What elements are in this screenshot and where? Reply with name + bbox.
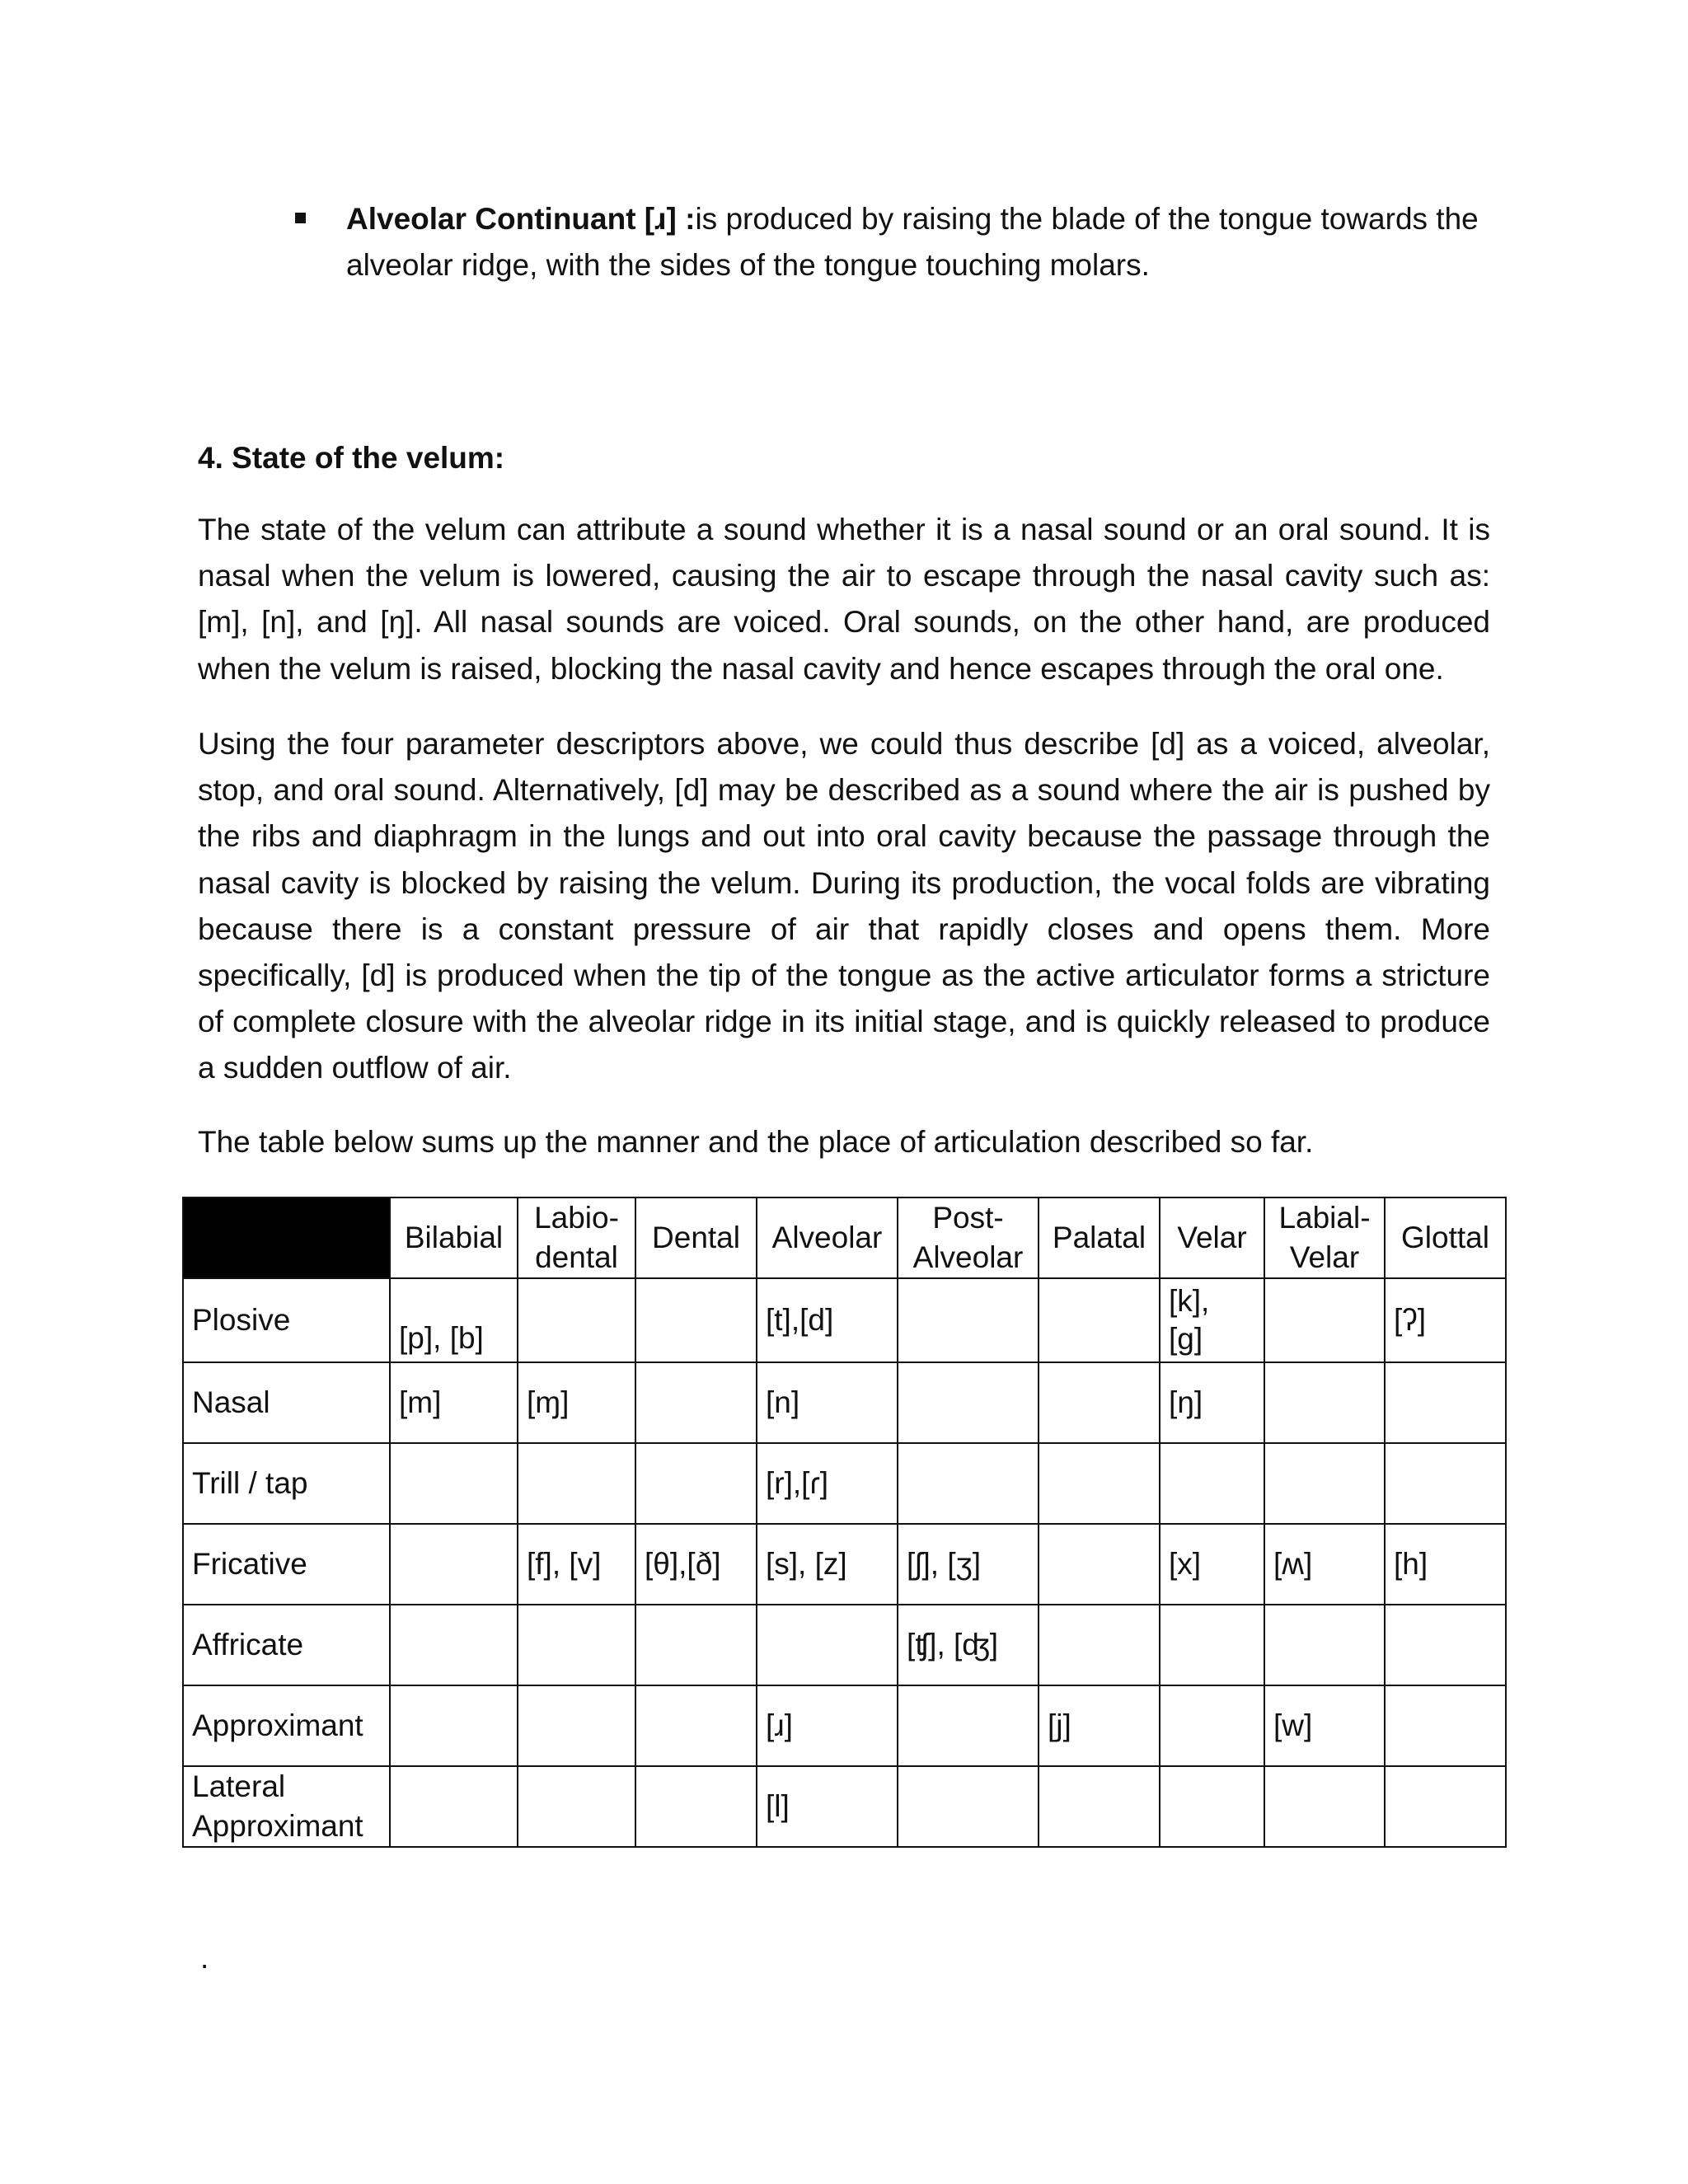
table-cell: [635, 1443, 757, 1524]
table-cell: [518, 1605, 635, 1685]
table-cell: [ʔ]: [1385, 1278, 1506, 1362]
table-cell: [635, 1685, 757, 1766]
table-row: [183, 1524, 1506, 1605]
header-dental: Dental: [635, 1197, 757, 1278]
table-cell: [r],[ɾ]: [757, 1443, 898, 1524]
row-label-trill-tap: Trill / tap: [183, 1443, 390, 1524]
table-cell: [898, 1685, 1039, 1766]
table-cell: [1039, 1278, 1160, 1362]
table-cell: [898, 1766, 1039, 1847]
header-palatal: Palatal: [1039, 1197, 1160, 1278]
header-labialvelar: Labial-Velar: [1264, 1197, 1385, 1278]
table-cell: [p], [b]: [390, 1278, 518, 1362]
header-postalveolar: Post-Alveolar: [898, 1197, 1039, 1278]
table-cell: [1385, 1605, 1506, 1685]
table-corner-cell: [183, 1197, 390, 1278]
row-label-nasal: Nasal: [183, 1362, 390, 1443]
table-cell: [390, 1605, 518, 1685]
table-cell: [1264, 1362, 1385, 1443]
table-cell: [898, 1362, 1039, 1443]
table-row: [183, 1362, 1506, 1443]
table-cell: [ŋ]: [1160, 1362, 1264, 1443]
table-cell: [j]: [1039, 1685, 1160, 1766]
bullet-description: is produced by raising the blade of the tongue towards the alveolar ridge, with the sides of the tongue touching molars.: [346, 202, 1479, 282]
bullet-term: Alveolar Continuant [ɹ] :: [346, 202, 696, 236]
table-cell: [898, 1443, 1039, 1524]
table-cell: [1385, 1362, 1506, 1443]
table-cell: [s], [z]: [757, 1524, 898, 1605]
table-row: [183, 1605, 1506, 1685]
table-cell: [1264, 1443, 1385, 1524]
table-cell: [518, 1278, 635, 1362]
row-label-lateral-approximant: Lateral Approximant: [183, 1766, 390, 1847]
row-label-fricative: Fricative: [183, 1524, 390, 1605]
table-cell: [h]: [1385, 1524, 1506, 1605]
table-cell: [898, 1278, 1039, 1362]
table-cell: [390, 1524, 518, 1605]
paragraph-descriptors: Using the four parameter descriptors above, we could thus describe [d] as a voiced, alveolar, stop, and oral sound. Alternatively, [d] may be described as a sound where the air is pushed by the ribs and diaphragm in the lungs and out into oral cavity because the passage through the nasal cavity is blocked by raising the velum. During its production, the vocal folds are vibrating because there is a constant pressure of air that rapidly closes and opens them. More specifically, [d] is produced when the tip of the tongue as the active articulator forms a stricture of complete closure with the alveolar ridge in its initial stage, and is quickly released to produce a sudden outflow of air.: [198, 727, 1490, 1085]
table-cell: [757, 1605, 898, 1685]
table-cell: [ʃ], [ʒ]: [898, 1524, 1039, 1605]
header-glottal: Glottal: [1385, 1197, 1506, 1278]
table-cell: [l]: [757, 1766, 898, 1847]
square-bullet-icon: [295, 213, 306, 223]
table-cell: [518, 1443, 635, 1524]
table-cell: [635, 1766, 757, 1847]
paragraph-velum: The state of the velum can attribute a sound whether it is a nasal sound or an oral sound. It is nasal when the velum is lowered, causing the air to escape through the nasal cavity such as: [m], [n], and [ŋ]. All nasal sounds are voiced. Oral sounds, on the other hand, are produced when the velum is raised, blocking the nasal cavity and hence escapes through the oral one.: [198, 513, 1490, 686]
table-cell: [x]: [1160, 1524, 1264, 1605]
table-cell: [635, 1278, 757, 1362]
table-cell: [k], [g]: [1160, 1278, 1264, 1362]
table-cell: [ʧ], [ʤ]: [898, 1605, 1039, 1685]
table-cell: [635, 1362, 757, 1443]
table-cell: [1039, 1443, 1160, 1524]
table-cell: [1039, 1766, 1160, 1847]
table-cell: [635, 1605, 757, 1685]
table-cell: [1160, 1685, 1264, 1766]
table-cell: [1385, 1766, 1506, 1847]
table-cell: [1039, 1524, 1160, 1605]
table-cell: [1264, 1766, 1385, 1847]
table-cell: [ɹ]: [757, 1685, 898, 1766]
table-cell: [390, 1685, 518, 1766]
table-header-row: [183, 1197, 1506, 1278]
table-row: [183, 1766, 1506, 1847]
articulation-table: [182, 1197, 1507, 1848]
table-cell: [518, 1685, 635, 1766]
bullet-text: [346, 196, 1490, 288]
table-cell: [1160, 1605, 1264, 1685]
trailing-mark: .: [200, 1941, 209, 1975]
table-cell: [1264, 1278, 1385, 1362]
header-labiodental: Labio-dental: [518, 1197, 635, 1278]
table-cell: [ʍ]: [1264, 1524, 1385, 1605]
table-row: [183, 1278, 1506, 1362]
section-heading: 4. State of the velum:: [198, 441, 505, 475]
table-cell: [518, 1766, 635, 1847]
table-cell: [t],[d]: [757, 1278, 898, 1362]
table-cell: [ɱ]: [518, 1362, 635, 1443]
table-cell: [w]: [1264, 1685, 1385, 1766]
table-cell: [1264, 1605, 1385, 1685]
table-cell: [1160, 1766, 1264, 1847]
table-cell: [f], [v]: [518, 1524, 635, 1605]
table-cell: [1039, 1605, 1160, 1685]
table-cell: [1385, 1443, 1506, 1524]
paragraph-table-intro: The table below sums up the manner and the place of articulation described so far.: [198, 1125, 1314, 1159]
table-row: [183, 1443, 1506, 1524]
table-cell: [1385, 1685, 1506, 1766]
table-cell: [n]: [757, 1362, 898, 1443]
table-cell: [390, 1766, 518, 1847]
table-cell: [m]: [390, 1362, 518, 1443]
header-velar: Velar: [1160, 1197, 1264, 1278]
header-alveolar: Alveolar: [757, 1197, 898, 1278]
row-label-plosive: Plosive: [183, 1278, 390, 1362]
table-cell: [θ],[ð]: [635, 1524, 757, 1605]
header-bilabial: Bilabial: [390, 1197, 518, 1278]
row-label-affricate: Affricate: [183, 1605, 390, 1685]
table-cell: [390, 1443, 518, 1524]
table-row: [183, 1685, 1506, 1766]
table-cell: [1039, 1362, 1160, 1443]
table-cell: [1160, 1443, 1264, 1524]
row-label-approximant: Approximant: [183, 1685, 390, 1766]
